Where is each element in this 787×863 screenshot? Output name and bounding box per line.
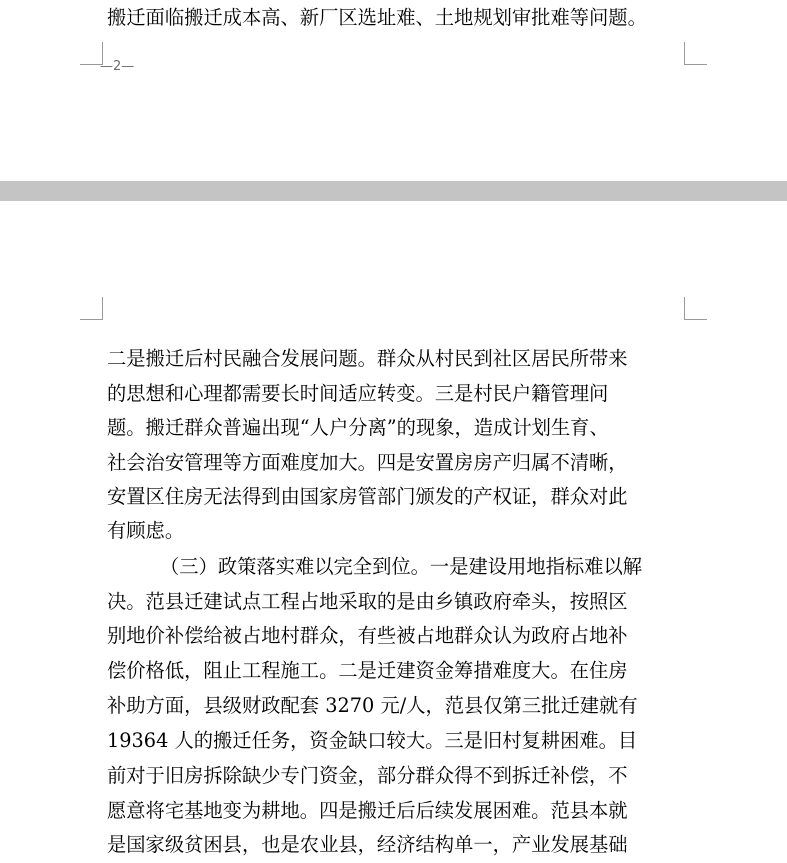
document-page-current [0,201,787,863]
body-text-line: 安置区住房无法得到由国家房管部门颁发的产权证，群众对此 [107,485,628,508]
body-text-line: 愿意将宅基地变为耕地。四是搬迁后后续发展困难。范县本就 [107,799,628,822]
body-text-line: 前对于旧房拆除缺少专门资金，部分群众得不到拆迁补偿，不 [107,764,628,787]
body-text-line: 是国家级贫困县，也是农业县，经济结构单一，产业发展基础 [107,833,628,856]
body-text-line: 19364 人的搬迁任务，资金缺口较大。三是旧村复耕困难。目 [107,729,638,752]
body-text-line: 别地价补偿给被占地村群众，有些被占地群众认为政府占地补 [107,624,628,647]
page-corner-mark-top-left [80,297,103,320]
body-text-line: 题。搬迁群众普遍出现“人户分离”的现象，造成计划生育、 [107,416,609,439]
body-text-line: 补助方面，县级财政配套 3270 元/人，范县仅第三批迁建就有 [107,694,638,717]
document-page-previous [0,0,787,181]
body-text-line: 社会治安管理等方面难度加大。四是安置房房产归属不清晰， [107,451,628,474]
body-text-line: 的思想和心理都需要长时间适应转变。三是村民户籍管理问 [107,382,609,405]
page-number: —2— [100,59,135,74]
page-corner-mark-top-right [684,297,707,320]
page-corner-mark-bottom-right [684,42,707,65]
body-text-line: 决。范县迁建试点工程占地采取的是由乡镇政府牵头，按照区 [107,590,628,613]
section-heading-line: （三）政策落实难以完全到位。一是建设用地指标难以解 [160,555,643,578]
body-text-line: 搬迁面临搬迁成本高、新厂区选址难、土地规划审批难等问题。 [107,6,647,29]
body-text-line: 有顾虑。 [107,519,185,542]
body-text-line: 偿价格低，阻止工程施工。二是迁建资金筹措难度大。在住房 [107,659,628,682]
page-separator [0,181,787,201]
body-text-line: 二是搬迁后村民融合发展问题。群众从村民到社区居民所带来 [107,347,628,370]
